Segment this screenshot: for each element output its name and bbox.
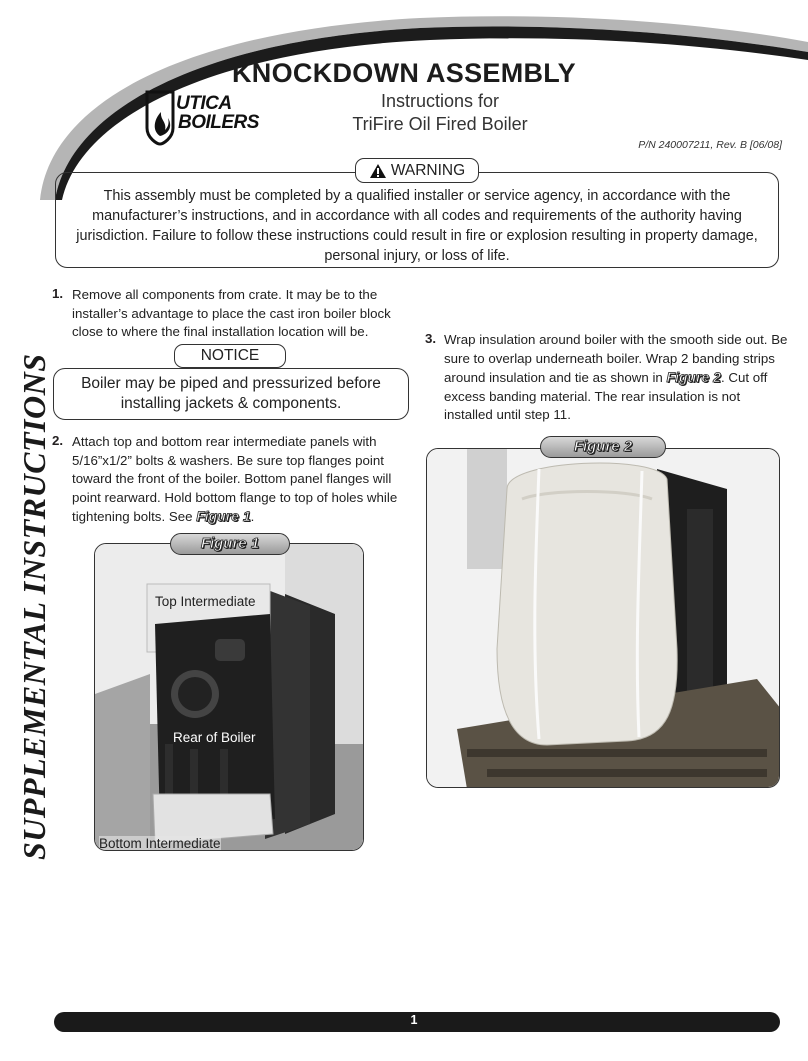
step-2-text <box>72 433 417 527</box>
step-3-number: 3. <box>425 331 437 346</box>
warning-label: WARNING <box>390 161 466 179</box>
step-3-text-before: Wrap insulation around boiler with the smooth side out. Be sure to overlap underneath boiler. Wrap 2 banding strips around insulation and tie as shown in <box>444 332 788 385</box>
step-3-text-after: . Cut off excess banding material. The rear insulation is not installed until step 11. <box>444 370 768 422</box>
figure-2-tab <box>540 436 666 458</box>
figure-2-reference: Figure 2 <box>666 369 721 385</box>
figure-2-label: Figure 2 <box>573 438 633 455</box>
figure-1-reference: Figure 1 <box>196 508 251 524</box>
step-1-number: 1. <box>52 286 64 301</box>
figure-1-tab <box>170 533 290 555</box>
figure-2-photo <box>427 449 780 788</box>
label-bottom-intermediate: Bottom Intermediate <box>99 836 221 851</box>
step-2-text-after: . <box>250 509 255 524</box>
figure-2-frame <box>426 448 780 788</box>
notice-text: Boiler may be piped and pressurized before installing jackets & components. <box>81 375 381 412</box>
side-title: SUPPLEMENTAL INSTRUCTIONS <box>16 353 52 860</box>
page-number: 1 <box>410 1013 418 1027</box>
page-subtitle-line1: Instructions for <box>380 91 500 111</box>
step-3-text <box>444 331 789 425</box>
part-number: P/N 240007211, Rev. B [06/08] <box>638 139 782 151</box>
step-1-text: Remove all components from crate. It may be to the installer’s advantage to place the cast iron boiler block close to where the final installation location will be. <box>72 287 391 339</box>
page-title: KNOCKDOWN ASSEMBLY <box>232 58 576 88</box>
step-2-text-before: Attach top and bottom rear intermediate panels with 5/16”x1/2” bolts & washers. Be sure top flanges point toward the front of the boiler. Bottom panel flanges will point rearward. Hold bottom flange to top of holes while tightening bolts. See <box>72 434 398 524</box>
warning-triangle-icon <box>369 163 387 179</box>
page-subtitle-line2: TriFire Oil Fired Boiler <box>352 114 528 134</box>
figure-1-photo <box>95 544 364 851</box>
figure-1-frame <box>94 543 364 851</box>
warning-text: This assembly must be completed by a qualified installer or service agency, in accordance with the manufacturer’s instructions, and in accordance with all codes and requirements of the authority having jurisdiction. Failure to follow these instructions could result in fire or explosion resulting in property damage, personal injury, or loss of life. <box>76 188 758 264</box>
warning-tab <box>355 158 479 183</box>
step-2-number: 2. <box>52 433 64 448</box>
logo-text-boilers: BOILERS <box>178 112 259 133</box>
notice-label: NOTICE <box>174 344 286 368</box>
label-top-intermediate: Top Intermediate <box>155 594 256 609</box>
label-rear-of-boiler: Rear of Boiler <box>173 730 256 745</box>
logo-text-utica: UTICA <box>176 93 232 114</box>
figure-1-label: Figure 1 <box>200 535 260 552</box>
